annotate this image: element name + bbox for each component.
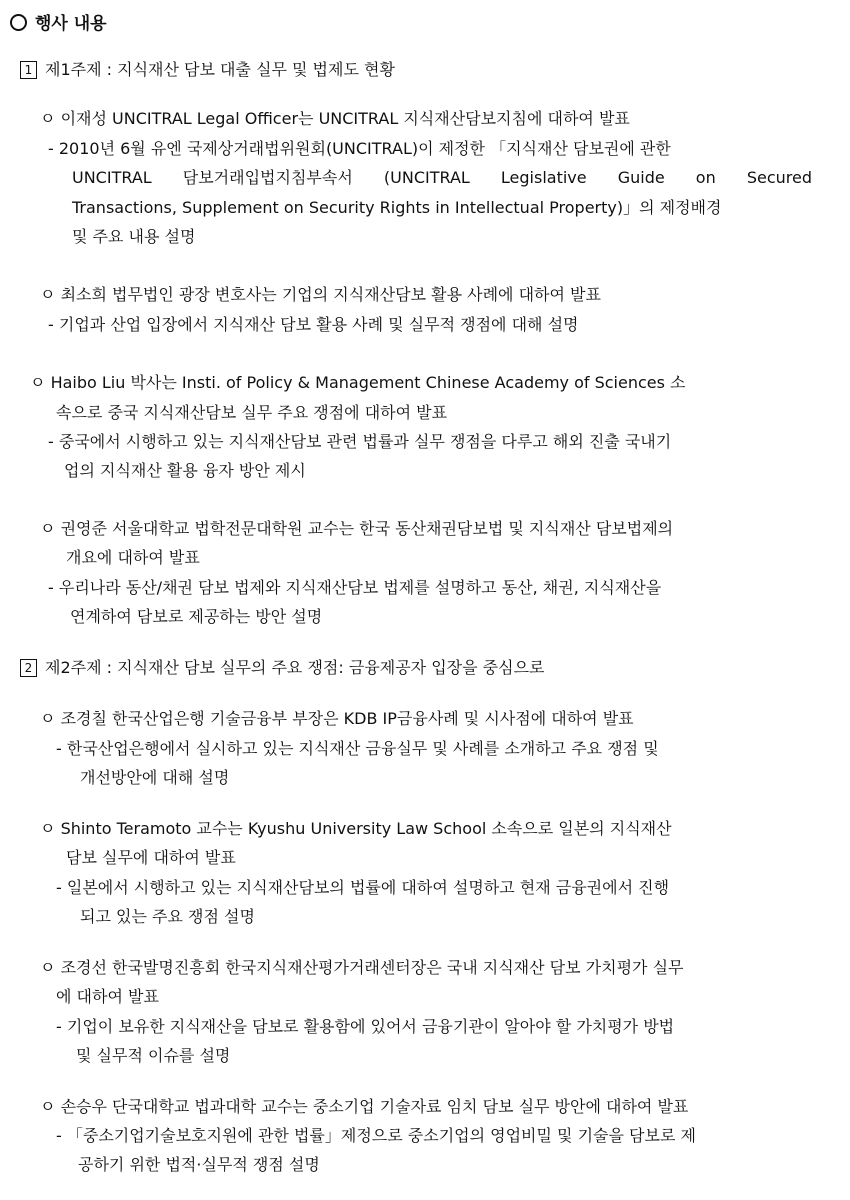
item-detail: - 중국에서 시행하고 있는 지식재산담보 관련 법률과 실무 쟁점을 다루고 해외 진출 국내기 [48, 432, 672, 451]
bullet-icon: ㅇ [40, 958, 56, 977]
bullet-icon: ㅇ [40, 519, 56, 538]
item-detail: - 기업과 산업 입장에서 지식재산 담보 활용 사례 및 실무적 쟁점에 대해 설명 [48, 315, 579, 334]
item-detail: - 「중소기업기술보호지원에 관한 법률」제정으로 중소기업의 영업비밀 및 기술을 담보로 제 [56, 1126, 696, 1145]
bullet-icon: ㅇ [40, 709, 56, 728]
item-detail: - 우리나라 동산/채권 담보 법제와 지식재산담보 법제를 설명하고 동산, 채권, 지식재산을 [48, 578, 662, 597]
item-detail: 업의 지식재산 활용 융자 방안 제시 [64, 461, 306, 480]
item-heading-cont: 개요에 대하여 발표 [66, 548, 200, 567]
item-heading-cont: 속으로 중국 지식재산담보 실무 주요 쟁점에 대하여 발표 [56, 403, 448, 422]
item-detail: 공하기 위한 법적·실무적 쟁점 설명 [78, 1155, 320, 1174]
bullet-icon: ㅇ [40, 1097, 56, 1116]
item-detail: - 2010년 6월 유엔 국제상거래법위원회(UNCITRAL)이 제정한 「지식재산 담보권에 관한 [48, 139, 671, 158]
item-detail: 및 주요 내용 설명 [72, 227, 196, 246]
item-detail: - 기업이 보유한 지식재산을 담보로 활용함에 있어서 금융기관이 알아야 할 가치평가 방법 [56, 1017, 675, 1036]
item-heading: ㅇ Shinto Teramoto 교수는 Kyushu University Law School 소속으로 일본의 지식재산 [40, 819, 672, 838]
item-detail: - 일본에서 시행하고 있는 지식재산담보의 법률에 대하여 설명하고 현재 금융권에서 진행 [56, 878, 670, 897]
item-detail: 되고 있는 주요 쟁점 설명 [80, 907, 255, 926]
item-heading: ㅇ 조경선 한국발명진흥회 한국지식재산평가거래센터장은 국내 지식재산 담보 가치평가 실무 [40, 958, 684, 977]
item-detail: - 한국산업은행에서 실시하고 있는 지식재산 금융실무 및 사례를 소개하고 주요 쟁점 및 [56, 739, 659, 758]
item-heading: ㅇ Haibo Liu 박사는 Insti. of Policy & Management Chinese Academy of Sciences 소 [30, 373, 686, 392]
topic-title: 제1주제 : 지식재산 담보 대출 실무 및 법제도 현황 [45, 60, 395, 79]
item-heading: ㅇ 권영준 서울대학교 법학전문대학원 교수는 한국 동산채권담보법 및 지식재산 담보법제의 [40, 519, 674, 538]
bullet-icon: ㅇ [30, 373, 46, 392]
topic-1-title [20, 60, 395, 80]
topic-title: 제2주제 : 지식재산 담보 실무의 주요 쟁점: 금융제공자 입장을 중심으로 [45, 658, 545, 677]
circle-bullet-icon [10, 14, 27, 31]
topic-number-box: 1 [20, 61, 37, 79]
topic-2-title [20, 658, 545, 678]
item-detail: 개선방안에 대해 설명 [80, 768, 230, 787]
item-heading: ㅇ 최소희 법무법인 광장 변호사는 기업의 지식재산담보 활용 사례에 대하여 발표 [40, 285, 601, 304]
item-detail: 및 실무적 이슈를 설명 [76, 1046, 231, 1065]
section-title: 행사 내용 [35, 14, 107, 34]
item-heading: ㅇ 손승우 단국대학교 법과대학 교수는 중소기업 기술자료 임치 담보 실무 방안에 대하여 발표 [40, 1097, 689, 1116]
item-detail: UNCITRAL 담보거래입법지침부속서 (UNCITRAL Legislative Guide on Secured [72, 168, 812, 187]
topic-number-box: 2 [20, 659, 37, 677]
item-detail: Transactions, Supplement on Security Rights in Intellectual Property)」의 제정배경 [72, 198, 722, 217]
section-heading [10, 14, 107, 34]
bullet-icon: ㅇ [40, 285, 56, 304]
item-heading: ㅇ 조경칠 한국산업은행 기술금융부 부장은 KDB IP금융사례 및 시사점에 대하여 발표 [40, 709, 634, 728]
item-heading-cont: 에 대하여 발표 [56, 987, 159, 1006]
bullet-icon: ㅇ [40, 109, 56, 128]
bullet-icon: ㅇ [40, 819, 56, 838]
item-heading-cont: 담보 실무에 대하여 발표 [66, 848, 236, 867]
item-heading: ㅇ 이재성 UNCITRAL Legal Officer는 UNCITRAL 지식재산담보지침에 대하여 발표 [40, 109, 630, 128]
item-detail: 연계하여 담보로 제공하는 방안 설명 [70, 607, 323, 626]
